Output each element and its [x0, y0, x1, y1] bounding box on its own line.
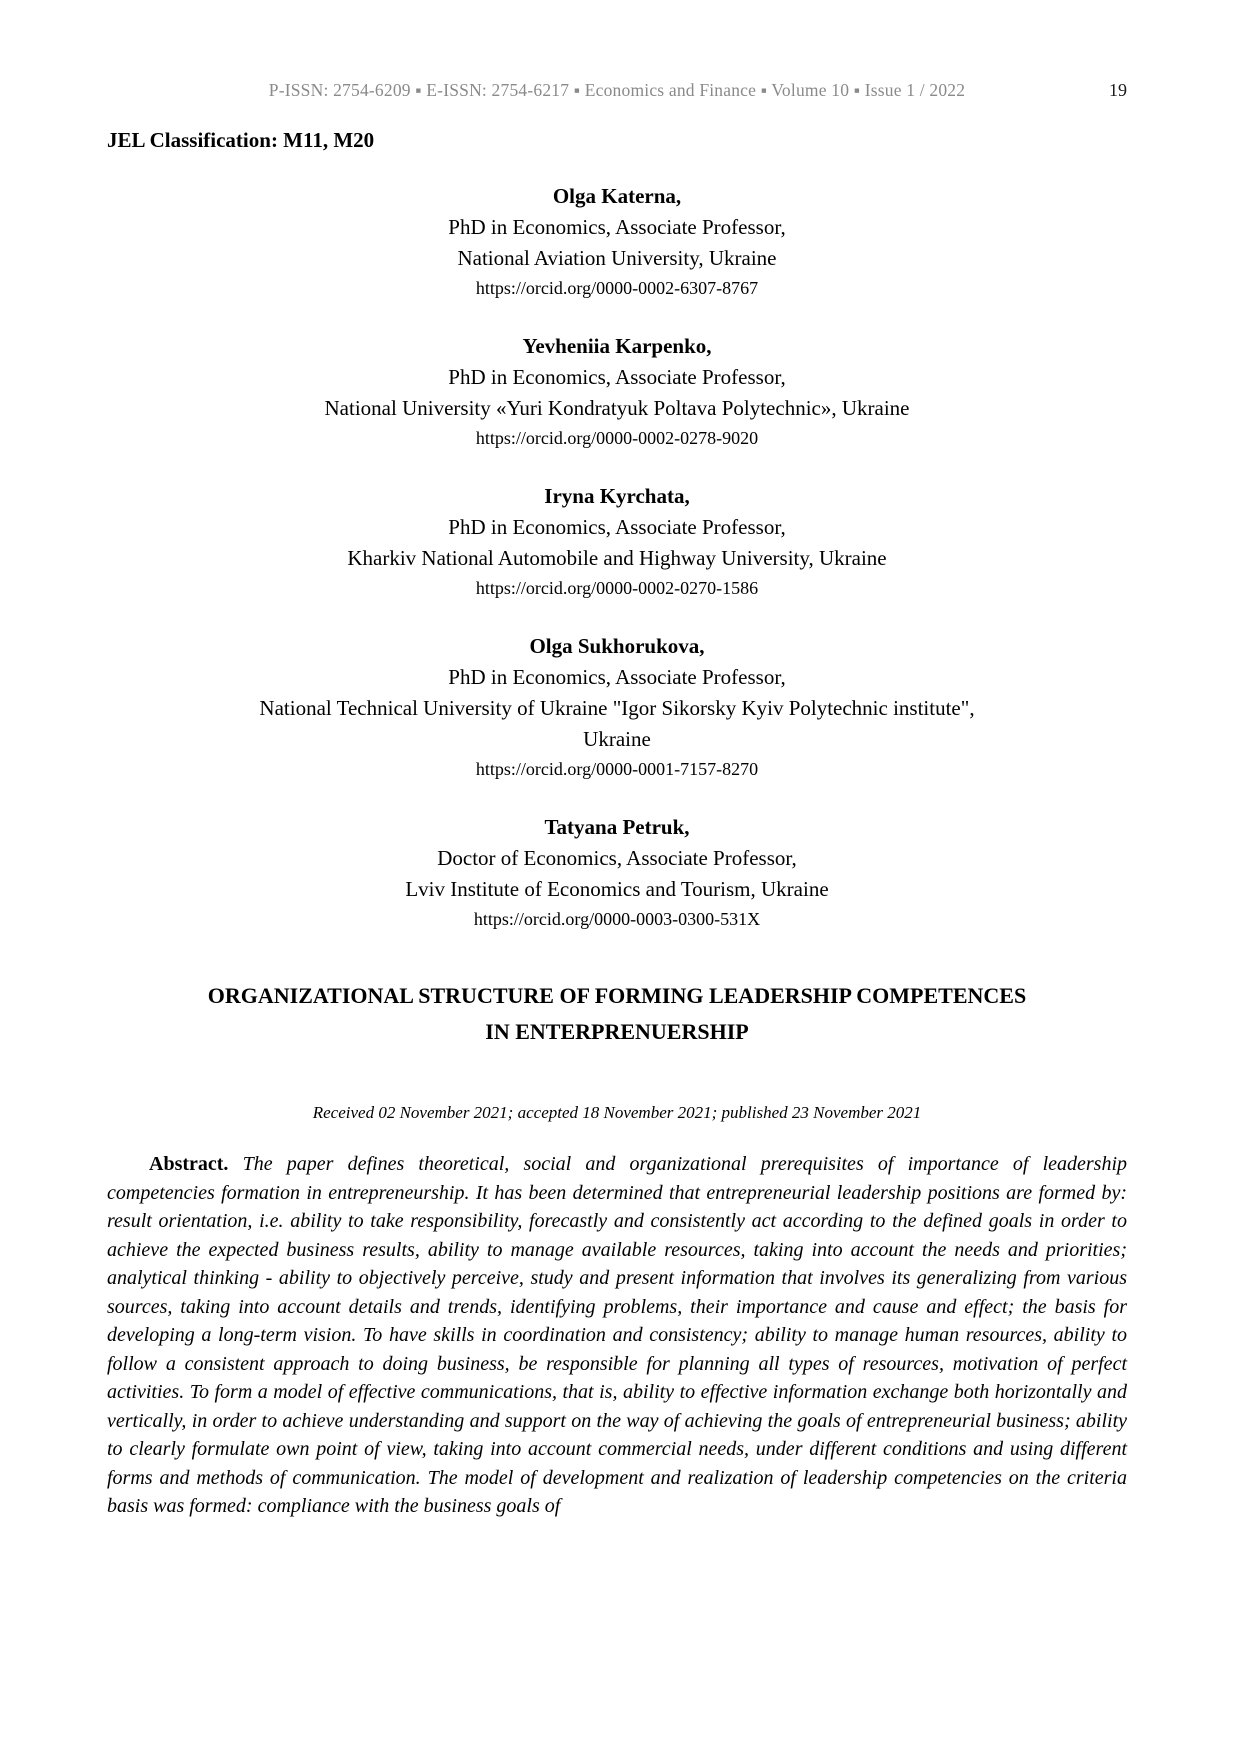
author-block [127, 631, 1107, 784]
author-name: Olga Katerna, [552, 184, 682, 208]
author-block [127, 331, 1107, 453]
jel-classification: JEL Classification: M11, M20 [107, 128, 375, 152]
author-affiliation: Lviv Institute of Economics and Tourism, Ukraine [405, 877, 829, 901]
author-role: PhD in Economics, Associate Professor, [448, 665, 786, 689]
author-role: PhD in Economics, Associate Professor, [448, 365, 786, 389]
author-block [127, 812, 1107, 934]
author-affiliation: National University «Yuri Kondratyuk Poltava Polytechnic», Ukraine [324, 396, 910, 420]
author-name: Yevheniia Karpenko, [522, 334, 712, 358]
abstract-label: Abstract. [149, 1153, 229, 1175]
orcid-link[interactable]: https://orcid.org/0000-0001-7157-8270 [475, 759, 759, 779]
author-role: Doctor of Economics, Associate Professor, [437, 846, 797, 870]
author-affiliation: National Aviation University, Ukraine [457, 246, 777, 270]
author-role: PhD in Economics, Associate Professor, [448, 515, 786, 539]
author-role: PhD in Economics, Associate Professor, [448, 215, 786, 239]
author-block [127, 181, 1107, 303]
page-number: 19 [1109, 80, 1127, 100]
orcid-link[interactable]: https://orcid.org/0000-0002-0270-1586 [475, 578, 759, 598]
issn-volume-line: P-ISSN: 2754-6209 ▪ E-ISSN: 2754-6217 ▪ Economics and Finance ▪ Volume 10 ▪ Issue 1 / 2022 [268, 80, 966, 100]
author-affiliation: National Technical University of Ukraine "Igor Sikorsky Kyiv Polytechnic institute", [259, 696, 975, 720]
author-name: Tatyana Petruk, [544, 815, 690, 839]
author-block [127, 481, 1107, 603]
authors-section [107, 181, 1127, 934]
author-name: Iryna Kyrchata, [544, 484, 690, 508]
abstract-text: The paper defines theoretical, social and organizational prerequisites of importance of leadership competencies formation in entrepreneurship. It has been determined that entrepreneurial leadership positions are formed by: result orientation, i.e. ability to take responsibility, forecastly and consistently act according to the defined goals in order to achieve the expected business results, ability to manage available resources, taking into account the needs and priorities; analytical thinking - ability to objectively perceive, study and present information that involves its generalizing from various sources, taking into account details and trends, identifying problems, their importance and cause and effect; the basis for developing a long-term vision. To have skills in coordination and consistency; ability to manage human resources, ability to follow a consistent approach to doing business, be responsible for planning all types of resources, motivation of perfect activities. To form a model of effective communications, that is, ability to effective information exchange both horizontally and vertically, in order to achieve understanding and support on the way of achieving the goals of entrepreneurial business; ability to clearly formulate own point of view, taking into account commercial needs, under different conditions and using different forms and methods of communication. The model of development and realization of leadership competencies on the criteria basis was formed: compliance with the business goals of [107, 1153, 1128, 1517]
author-affiliation: Kharkiv National Automobile and Highway University, Ukraine [347, 546, 887, 570]
author-name: Olga Sukhorukova, [529, 634, 705, 658]
orcid-link[interactable]: https://orcid.org/0000-0003-0300-531X [473, 909, 761, 929]
orcid-link[interactable]: https://orcid.org/0000-0002-6307-8767 [475, 278, 759, 298]
journal-header [107, 78, 1127, 102]
author-affiliation-country: Ukraine [583, 727, 651, 751]
paper-title: ORGANIZATIONAL STRUCTURE OF FORMING LEADERSHIP COMPETENCES IN ENTERPRENUERSHIP [207, 983, 1027, 1044]
orcid-link[interactable]: https://orcid.org/0000-0002-0278-9020 [475, 428, 759, 448]
abstract-paragraph [107, 1150, 1127, 1521]
received-dates: Received 02 November 2021; accepted 18 November 2021; published 23 November 2021 [312, 1103, 922, 1122]
